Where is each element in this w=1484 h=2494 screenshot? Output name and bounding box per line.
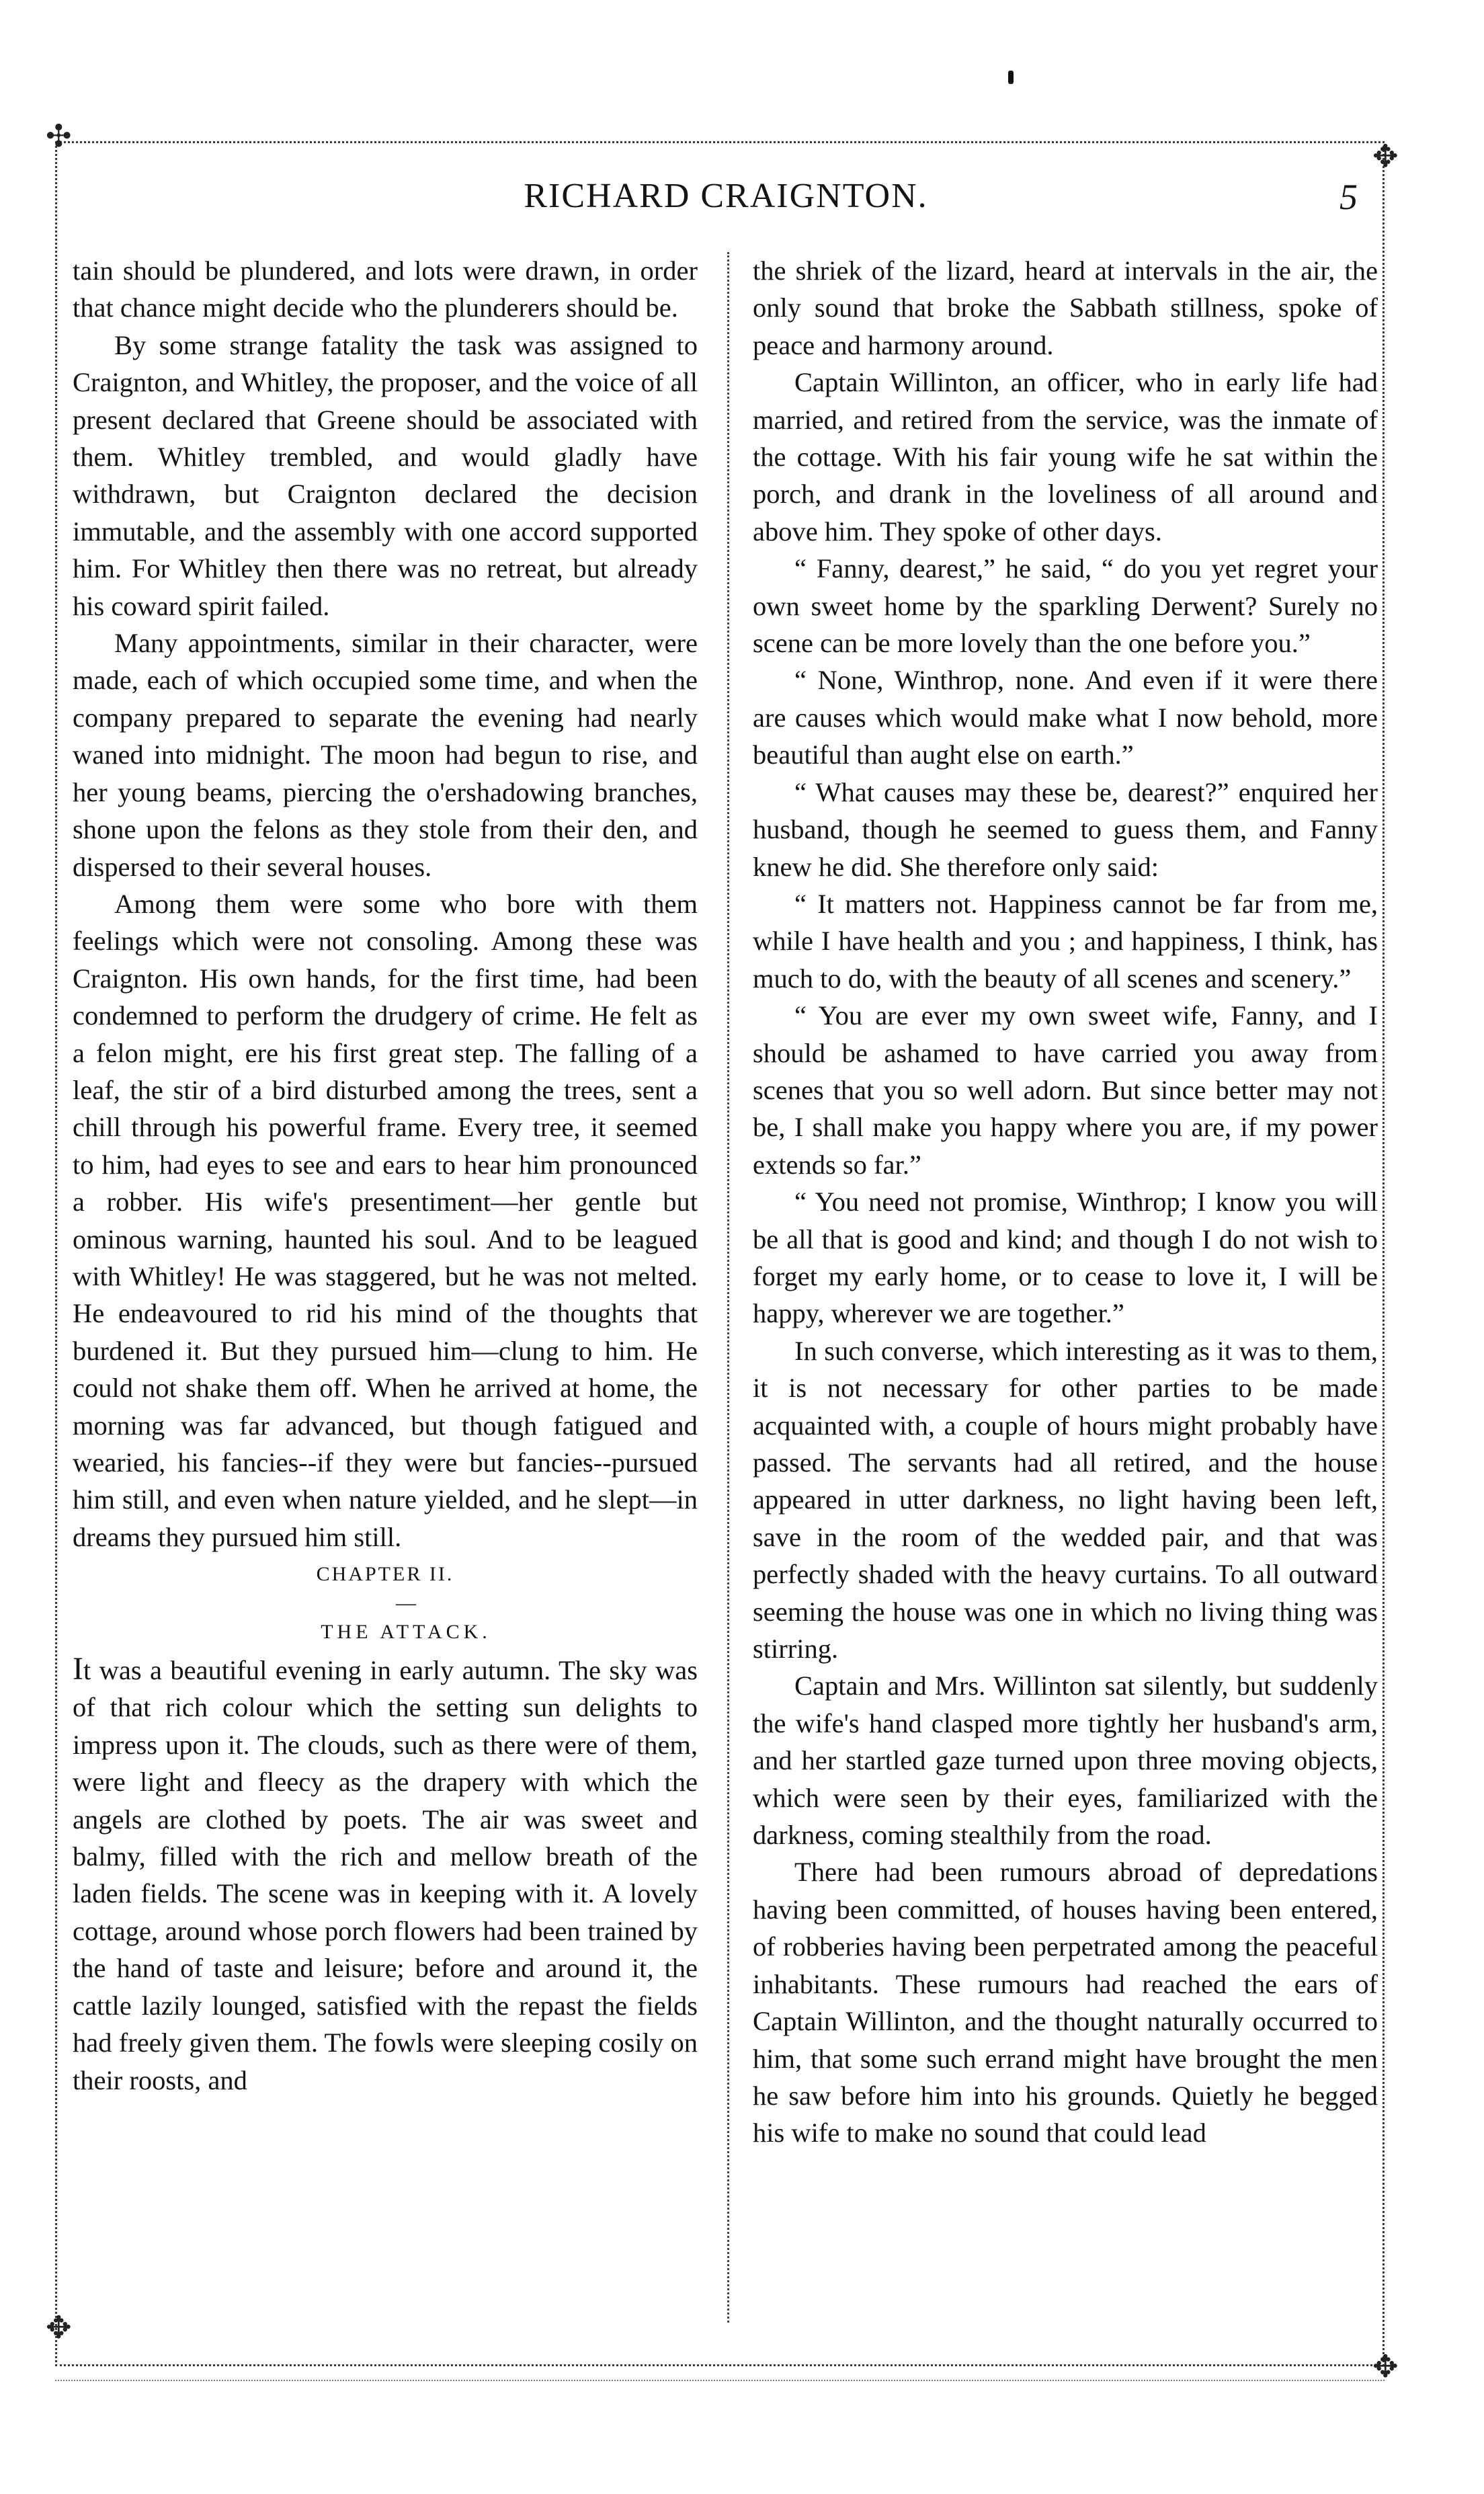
corner-ornament-icon: ✥ — [1372, 139, 1399, 173]
corner-ornament-icon: ✣ — [46, 119, 72, 153]
running-title: RICHARD CRAIGNTON. — [524, 177, 928, 215]
column-divider — [727, 252, 729, 2323]
page-header — [81, 176, 1371, 237]
paragraph: “ It matters not. Happiness cannot be far from me, while I have health and you ; and happiness, I think, has much to do, with the beauty of all scenes and scenery.” — [753, 888, 1378, 994]
paragraph: the shriek of the lizard, heard at intervals in the air, the only sound that broke the Sabbath stillness, spoke of peace and harmony around. — [753, 255, 1378, 360]
right-column — [753, 252, 1378, 2152]
corner-ornament-icon: ✥ — [46, 2310, 72, 2345]
paragraph: “ None, Winthrop, none. And even if it were there are causes which would make what I now behold, more beautiful than aught else on earth.” — [753, 665, 1378, 770]
paragraph: Captain Willinton, an officer, who in early life had married, and retired from the service, was the inmate of the cottage. With his fair young wife he sat within the porch, and drank in the loveliness of all around and above him. They spoke of other days. — [753, 367, 1378, 547]
section-title: THE ATTACK. — [321, 1620, 491, 1643]
footer-rule — [55, 2380, 1385, 2381]
paragraph: Captain and Mrs. Willinton sat silently, but suddenly the wife's hand clasped more tightly her husband's arm, and her startled gaze turned upon three moving objects, which were seen by their eyes, familiarized with the darkness, coming stealthily from the road. — [753, 1671, 1378, 1851]
paragraph: By some strange fatality the task was assigned to Craignton, and Whitley, the proposer, and the voice of all present declared that Greene should be associated with them. Whitley trembled, and would gladly have withdrawn, but Craignton declared the decision immutable, and the assembly with one accord supported him. For Whitley then there was no retreat, but already his coward spirit failed. — [73, 329, 698, 621]
chapter-dash: — — [396, 1591, 416, 1614]
paragraph: In such converse, which interesting as it was to them, it is not necessary for other parties to be made acquainted with, a couple of hours might probably have passed. The servants had all retired, and the house appeared in utter darkness, no light having been left, save in the room of the wedded pair, and that was perfectly shaded with the heavy curtains. To all outward seeming the house was one in which no living thing was stirring. — [753, 1335, 1378, 1664]
paragraph: Among them were some who bore with them feelings which were not consoling. Among these was Craignton. His own hands, for the first time, had been condemned to perform the drudgery of crime. He felt as a felon might, ere his first great step. The falling of a leaf, the stir of a bird disturbed among the trees, sent a chill through his powerful frame. Every tree, it seemed to him, had eyes to see and ears to hear him pronounced a robber. His wife's presentiment—her gentle but ominous warning, haunted his soul. And to be leagued with Whitley! He was staggered, but he was not melted. He endeavoured to rid his mind of the thoughts that burdened it. But they pursued him—clung to him. He could not shake them off. When he arrived at home, the morning was far advanced, but though fatigued and wearied, his fancies--if they were but fancies--pursued him still, and even when nature yielded, and he slept—in dreams they pursued him still. — [73, 888, 698, 1552]
page-number: 5 — [1339, 177, 1358, 217]
paragraph: tain should be plundered, and lots were drawn, in order that chance might decide who the plunderers should be. — [73, 255, 698, 323]
left-column — [73, 252, 698, 2099]
ink-mark — [1008, 71, 1014, 84]
paragraph: “ You are ever my own sweet wife, Fanny, and I should be ashamed to have carried you away from scenes that you so well adorn. But since better may not be, I shall make you happy where you are, if my power extends so far.” — [753, 1000, 1378, 1180]
corner-ornament-icon: ✥ — [1372, 2349, 1399, 2384]
paragraph: There had been rumours abroad of depredations having been committed, of houses having been entered, of robberies having been perpetrated among the peaceful inhabitants. These rumours had reached the ears of Captain Willinton, and the thought naturally occurred to him, that some such errand might have brought the men he saw before him into his grounds. Quietly he begged his wife to make no sound that could lead — [753, 1857, 1378, 2148]
paragraph: “ You need not promise, Winthrop; I know you will be all that is good and kind; and though I do not wish to forget my early home, or to cease to love it, I will be happy, wherever we are together.” — [753, 1186, 1378, 1329]
paragraph: Many appointments, similar in their character, were made, each of which occupied some time, and when the company prepared to separate the evening had nearly waned into midnight. The moon had begun to rise, and her young beams, piercing the o'ershadowing branches, shone upon the felons as they stole from their den, and dispersed to their several houses. — [73, 628, 698, 882]
chapter-heading: CHAPTER II. — [316, 1563, 454, 1586]
paragraph: “ Fanny, dearest,” he said, “ do you yet regret your own sweet home by the sparkling Derwent? Surely no scene can be more lovely than the one before you.” — [753, 553, 1378, 659]
paragraph: It was a beautiful evening in early autumn. The sky was of that rich colour which the setting sun delights to impress upon it. The clouds, such as there were of them, were light and fleecy as the drapery with which the angels are clothed by poets. The air was sweet and balmy, filled with the rich and mellow breath of the laden fields. The scene was in keeping with it. A lovely cottage, around whose porch flowers had been trained by the hand of taste and leisure; before and around it, the cattle lazily lounged, satisfied with the repast the fields had freely given them. The fowls were sleeping cosily on their roosts, and — [73, 1651, 698, 2095]
paragraph: “ What causes may these be, dearest?” enquired her husband, though he seemed to guess them, and Fanny knew he did. She therefore only said: — [753, 776, 1378, 882]
